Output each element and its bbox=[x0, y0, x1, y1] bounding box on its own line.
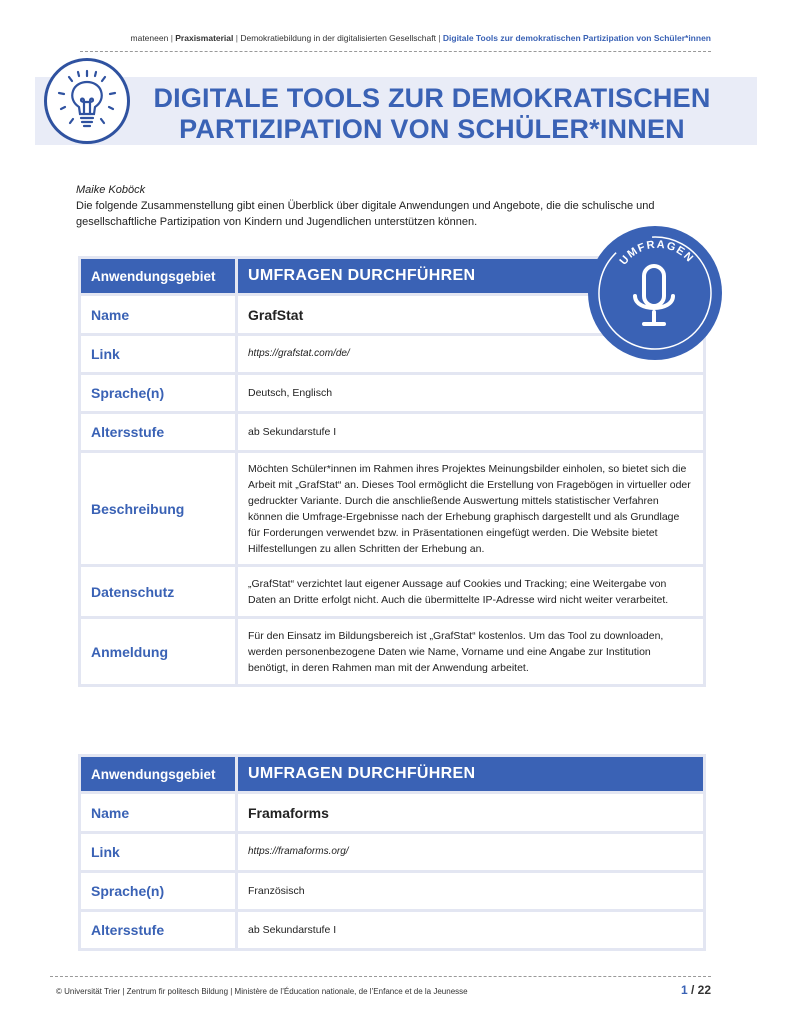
value-area: UMFRAGEN DURCHFÜHREN bbox=[237, 756, 705, 793]
value-age: ab Sekundarstufe I bbox=[237, 911, 705, 950]
table-row-privacy bbox=[80, 566, 705, 618]
value-name: GrafStat bbox=[237, 295, 705, 335]
header-divider bbox=[80, 51, 711, 52]
value-description: Möchten Schüler*innen im Rahmen ihres Projektes Meinungsbilder einholen, so bietet sich die Arbeit mit „GrafStat“ an. Dieses Tool ermöglicht die Erstellung von Fragebögen in virtueller oder gedruckter Variante. Durch die anschließende Auswertung mittels statistischer Verfahren können die Umfrage-Ergebnisse nach der Erhebung graphisch dargestellt und als Grundlage für Forderungen verwendet bzw. in Präsentationen eingefügt werden. Die Website bietet Hilfestellungen zu allen Schritten der Erhebung an. bbox=[237, 452, 705, 566]
tool-table-framaforms bbox=[78, 754, 706, 951]
table-row-languages bbox=[80, 872, 705, 911]
lightbulb-icon bbox=[44, 58, 130, 144]
label-area: Anwendungsgebiet bbox=[80, 258, 237, 295]
value-registration: Für den Einsatz im Bildungsbereich ist „GrafStat“ kostenlos. Um das Tool zu downloaden, werden personenbezogene Daten wie Name, Vorname und eine Angabe zur Institution benötigt, in deren Rahmen man mit der Anwendung arbeitet. bbox=[237, 618, 705, 686]
header-publisher: mateneen bbox=[130, 33, 169, 43]
value-privacy: „GrafStat“ verzichtet laut eigener Aussage auf Cookies und Tracking; eine Weitergabe von Daten an Dritte erfolgt nicht. Auch die übermittelte IP-Adresse wird nicht weiter verarbeitet. bbox=[237, 566, 705, 618]
header-series: Praxismaterial bbox=[175, 33, 234, 43]
category-badge bbox=[588, 226, 722, 360]
running-header: mateneen | Praxismaterial | Demokratiebildung in der digitalisierten Gesellschaft | Digitale Tools zur demokratischen Partizipation von Schüler*innen bbox=[130, 33, 711, 43]
svg-text:UMFRAGEN bbox=[618, 239, 697, 268]
label-link: Link bbox=[80, 833, 237, 872]
label-name: Name bbox=[80, 295, 237, 335]
label-age: Altersstufe bbox=[80, 911, 237, 950]
label-description: Beschreibung bbox=[80, 452, 237, 566]
value-area: UMFRAGEN DURCHFÜHREN bbox=[237, 258, 705, 295]
label-name: Name bbox=[80, 793, 237, 833]
label-age: Altersstufe bbox=[80, 413, 237, 452]
page-title: DIGITALE TOOLS ZUR DEMOKRATISCHEN PARTIZIPATION VON SCHÜLER*INNEN bbox=[153, 83, 711, 144]
page-number bbox=[681, 983, 711, 997]
table-row-link bbox=[80, 833, 705, 872]
table-row-age bbox=[80, 413, 705, 452]
intro-text: Die folgende Zusammenstellung gibt einen Überblick über digitale Anwendungen und Angebote, die die schulische und gesellschaftliche Partizipation von Kindern und Jugendlichen unterstützen können. bbox=[76, 200, 655, 228]
header-chapter: Digitale Tools zur demokratischen Partizipation von Schüler*innen bbox=[442, 33, 711, 43]
table-row-languages bbox=[80, 374, 705, 413]
table-row-area bbox=[80, 756, 705, 793]
value-languages: Französisch bbox=[237, 872, 705, 911]
label-registration: Anmeldung bbox=[80, 618, 237, 686]
table-row-registration bbox=[80, 618, 705, 686]
label-area: Anwendungsgebiet bbox=[80, 756, 237, 793]
header-topic: Demokratiebildung in der digitalisierten Gesellschaft bbox=[240, 33, 436, 43]
value-link[interactable]: https://framaforms.org/ bbox=[237, 833, 705, 872]
value-age: ab Sekundarstufe I bbox=[237, 413, 705, 452]
page-total: / 22 bbox=[690, 983, 711, 997]
footer-divider bbox=[50, 976, 711, 977]
page-current: 1 bbox=[680, 983, 688, 997]
table-row-name bbox=[80, 793, 705, 833]
footer-credits: © Universität Trier | Zentrum fir politesch Bildung | Ministère de l’Éducation nationale, de l’Enfance et de la Jeunesse bbox=[56, 987, 468, 996]
value-languages: Deutsch, Englisch bbox=[237, 374, 705, 413]
badge-label: UMFRAGEN bbox=[617, 238, 697, 268]
label-languages: Sprache(n) bbox=[80, 872, 237, 911]
intro bbox=[76, 182, 726, 230]
value-name: Framaforms bbox=[237, 793, 705, 833]
author: Maike Koböck bbox=[76, 184, 146, 196]
table-row-description bbox=[80, 452, 705, 566]
label-link: Link bbox=[80, 335, 237, 374]
microphone-icon bbox=[635, 266, 673, 324]
label-privacy: Datenschutz bbox=[80, 566, 237, 618]
label-languages: Sprache(n) bbox=[80, 374, 237, 413]
table-row-age bbox=[80, 911, 705, 950]
value-link[interactable]: https://grafstat.com/de/ bbox=[237, 335, 705, 374]
